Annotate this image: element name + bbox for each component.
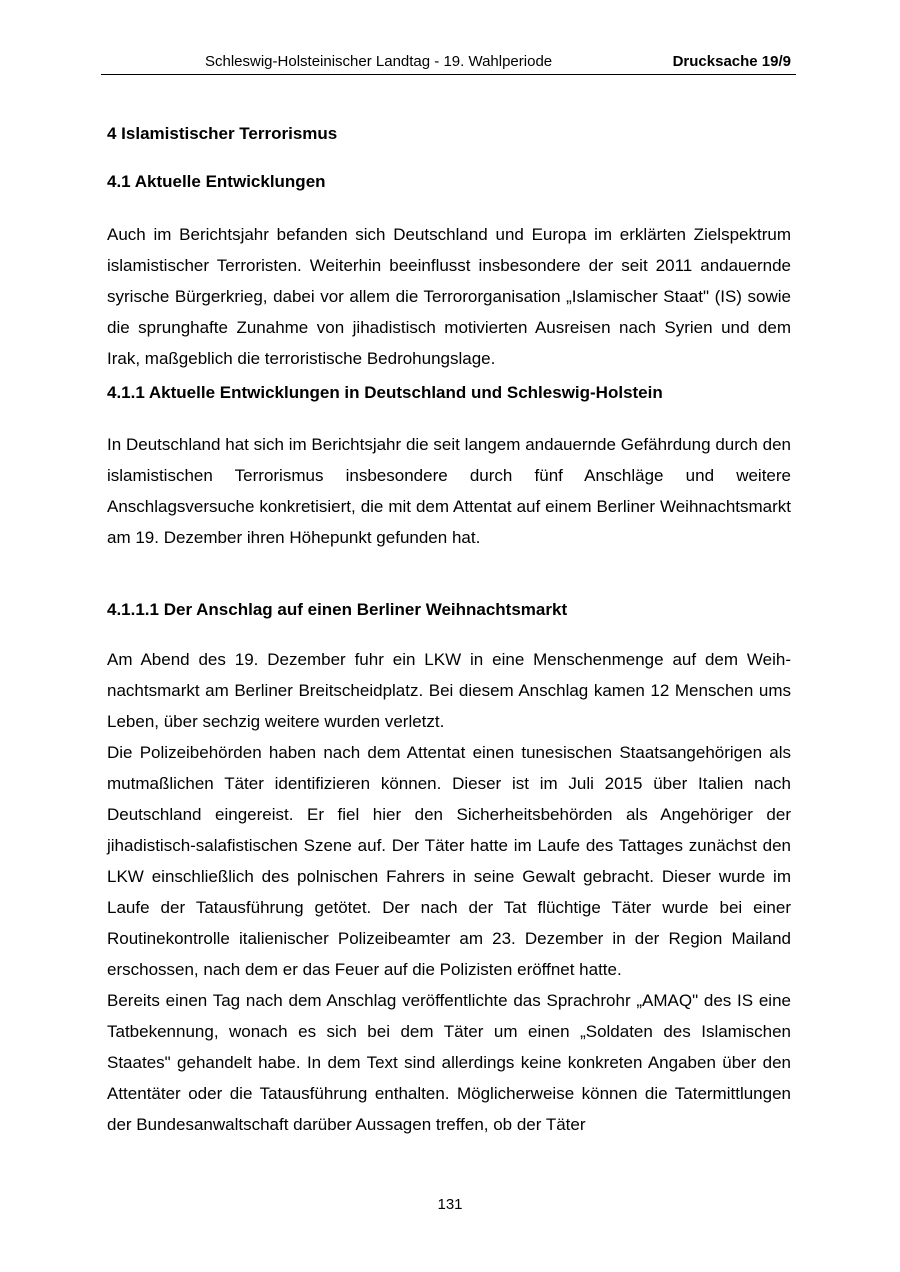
document-body [107, 124, 791, 1140]
heading-4-1-1: 4.1.1 Aktuelle Entwicklungen in Deutschland und Schleswig-Holstein [107, 383, 663, 402]
paragraph-intro: Auch im Berichtsjahr befanden sich Deutschland und Europa im erklärten Zielspektrum islamistischer Terroristen. Weiterhin beeinflusst insbesondere der seit 2011 andauernde syrische Bürgerkrieg, dabei vor allem die Terrororganisation „Islamischer Staat" (IS) sowie die sprunghafte Zunahme von jihadistisch motivierten Ausreisen nach Syrien und dem Irak, maßgeblich die terroristische Bedrohungslage. [107, 225, 791, 368]
header-title: Schleswig-Holsteinischer Landtag - 19. Wahlperiode [205, 53, 553, 70]
paragraph-perpetrator: Die Polizeibehörden haben nach dem Attentat einen tunesischen Staatsangehörigen als mutmaßlichen Täter identifizieren können. Dieser ist im Juli 2015 über Italien nach Deutschland eingereist. Er fiel hier den Sicherheitsbehörden als Angehöriger der jihadistisch-salafistischen Szene auf. Der Täter hatte im Laufe des Tattages zunächst den LKW einschließlich des polnischen Fahrers in seine Gewalt gebracht. Dieser wurde im Laufe der Tatausführung getötet. Der nach der Tat flüchtige Täter wurde bei einer Routinekontrolle italienischer Polizeibeamter am 23. Dezember in der Region Mailand erschossen, nach dem er das Feuer auf die Polizisten eröffnet hatte. [107, 743, 791, 979]
page-number: 131 [437, 1196, 463, 1213]
paragraph-germany: In Deutschland hat sich im Berichtsjahr die seit langem andauernde Gefährdung durch den islamistischen Terrorismus insbesondere durch fünf Anschläge und weitere Anschlagsversuche konkretisiert, die mit dem Attentat auf einem Berliner Weihnachtsmarkt am 19. Dezember ihren Höhepunkt gefunden hat. [107, 435, 791, 547]
paragraph-attack: Am Abend des 19. Dezember fuhr ein LKW in eine Menschenmenge auf dem Weihnachtsmarkt am Berliner Breitscheidplatz. Bei diesem Anschlag kamen 12 Menschen ums Leben, über sechzig weitere wurden verletzt. [107, 650, 791, 731]
page-header [101, 52, 796, 75]
paragraph-claim: Bereits einen Tag nach dem Anschlag veröffentlichte das Sprachrohr „AMAQ" des IS eine Tatbekennung, wonach es sich bei dem Täter um einen „Soldaten des Islamischen Staates" gehandelt habe. In dem Text sind allerdings keine konkreten Angaben über den Attentäter oder die Tatausführung enthalten. Möglicherweise können die Tatermittlungen der Bundesanwaltschaft darüber Aussagen treffen, ob der Täter [107, 991, 791, 1134]
heading-4-1-1-1: 4.1.1.1 Der Anschlag auf einen Berliner Weihnachtsmarkt [107, 600, 568, 619]
heading-4-1: 4.1 Aktuelle Entwicklungen [107, 172, 326, 191]
heading-4: 4 Islamistischer Terrorismus [107, 124, 338, 143]
header-doc-number: Drucksache 19/9 [672, 53, 791, 70]
